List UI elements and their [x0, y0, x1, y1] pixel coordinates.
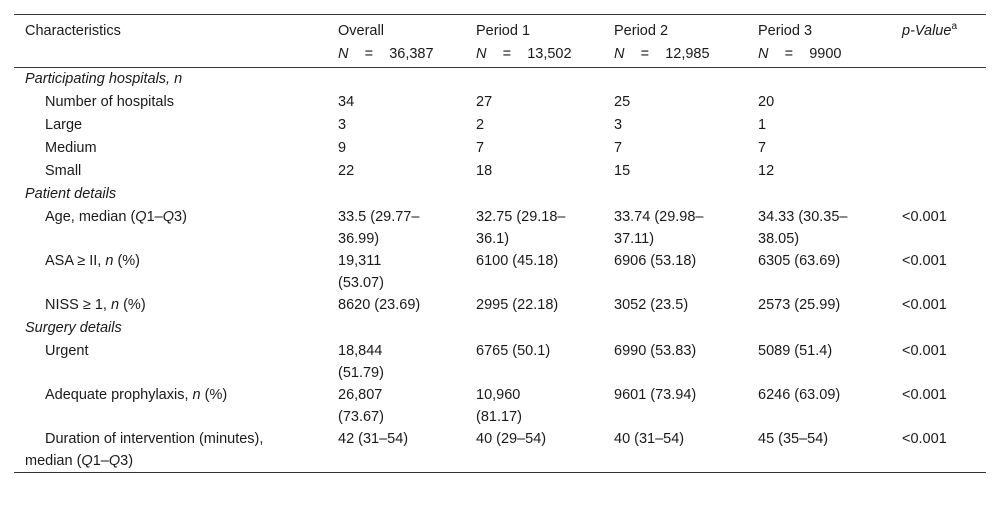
cell-period-1: 18 — [476, 163, 493, 179]
cell-period-3: 12 — [758, 163, 775, 179]
table-row — [14, 114, 997, 137]
cell-period-3: 6305 (63.69) — [758, 253, 841, 269]
n-period-2 — [614, 42, 758, 67]
cell-period-3: 6246 (63.09) — [758, 387, 841, 403]
n-equals: = — [784, 46, 794, 62]
table-row — [14, 384, 997, 428]
col-header-period-1: Period 1 — [476, 23, 531, 39]
cell-overall: 34 — [338, 94, 355, 110]
row-label: Number of hospitals — [45, 94, 174, 110]
section-title: Participating hospitals, n — [25, 71, 183, 87]
cell-period-3: 34.33 (30.35– 38.05) — [758, 209, 848, 247]
n-value: 36,387 — [389, 46, 434, 62]
cell-period-3: 45 (35–54) — [758, 431, 829, 447]
row-label: Duration of intervention (minutes), median (Q1–Q3) — [25, 431, 264, 469]
table-row — [14, 294, 997, 317]
p-value-footnote-mark: a — [951, 21, 958, 32]
table-header — [14, 15, 997, 67]
n-symbol: N — [614, 46, 625, 62]
n-equals: = — [640, 46, 650, 62]
cell-p-value — [902, 114, 997, 137]
header-row — [14, 15, 997, 42]
n-row-blank — [14, 42, 338, 67]
row-label: Medium — [45, 140, 97, 156]
table-row — [14, 428, 997, 472]
n-overall — [338, 42, 476, 67]
col-header-characteristics: Characteristics — [25, 23, 121, 39]
cell-overall: 3 — [338, 117, 347, 133]
cell-p-value: <0.001 — [902, 343, 947, 359]
n-row-blank-p — [902, 42, 997, 67]
cell-period-1: 6100 (45.18) — [476, 253, 559, 269]
n-period-1 — [476, 42, 614, 67]
cell-period-2: 7 — [614, 140, 623, 156]
col-header-p-value — [902, 15, 997, 42]
cell-period-3: 2573 (25.99) — [758, 297, 841, 313]
n-symbol: N — [476, 46, 487, 62]
cell-overall: 18,844 (51.79) — [338, 343, 384, 381]
cell-period-2: 3052 (23.5) — [614, 297, 689, 313]
n-symbol: N — [338, 46, 349, 62]
row-label: ASA ≥ II, n (%) — [45, 253, 141, 269]
cell-period-2: 3 — [614, 117, 623, 133]
characteristics-table — [14, 14, 986, 473]
cell-period-3: 7 — [758, 140, 767, 156]
n-period-3 — [758, 42, 902, 67]
table-row — [14, 250, 997, 294]
cell-period-2: 6906 (53.18) — [614, 253, 697, 269]
section-title: Surgery details — [25, 320, 122, 336]
n-value: 9900 — [809, 46, 842, 62]
col-header-overall: Overall — [338, 23, 384, 39]
table-row — [14, 137, 997, 160]
n-equals: = — [364, 46, 374, 62]
table-row — [14, 91, 997, 114]
section-row — [14, 317, 997, 340]
section-title: Patient details — [25, 186, 117, 202]
p-value-label: p-Value — [902, 23, 952, 39]
cell-period-2: 25 — [614, 94, 631, 110]
row-label: Urgent — [45, 343, 89, 359]
table-bottom-rule — [14, 472, 986, 473]
cell-p-value: <0.001 — [902, 387, 947, 403]
row-label: Large — [45, 117, 83, 133]
cell-overall: 19,311 (53.07) — [338, 253, 384, 291]
cell-period-1: 32.75 (29.18– 36.1) — [476, 209, 566, 247]
cell-period-2: 15 — [614, 163, 631, 179]
table-body — [14, 68, 997, 472]
cell-p-value: <0.001 — [902, 297, 947, 313]
col-header-period-3: Period 3 — [758, 23, 813, 39]
cell-period-1: 2 — [476, 117, 485, 133]
table-row — [14, 340, 997, 384]
row-label: Age, median (Q1–Q3) — [45, 209, 187, 225]
n-equals: = — [502, 46, 512, 62]
cell-overall: 9 — [338, 140, 347, 156]
cell-overall: 26,807 (73.67) — [338, 387, 384, 425]
cell-period-1: 6765 (50.1) — [476, 343, 551, 359]
cell-period-1: 7 — [476, 140, 485, 156]
cell-p-value: <0.001 — [902, 253, 947, 269]
section-row — [14, 183, 997, 206]
cell-period-1: 10,960 (81.17) — [476, 387, 522, 425]
cell-period-3: 5089 (51.4) — [758, 343, 833, 359]
cell-overall: 33.5 (29.77– 36.99) — [338, 209, 420, 247]
cell-period-2: 33.74 (29.98– 37.11) — [614, 209, 704, 247]
cell-p-value: <0.001 — [902, 209, 947, 225]
n-value: 12,985 — [665, 46, 710, 62]
cell-overall: 8620 (23.69) — [338, 297, 421, 313]
cell-period-3: 20 — [758, 94, 775, 110]
cell-period-2: 6990 (53.83) — [614, 343, 697, 359]
row-label: Adequate prophylaxis, n (%) — [45, 387, 228, 403]
section-row — [14, 68, 997, 91]
n-row — [14, 42, 997, 67]
cell-p-value — [902, 137, 997, 160]
table-row — [14, 206, 997, 250]
cell-overall: 22 — [338, 163, 355, 179]
cell-period-2: 9601 (73.94) — [614, 387, 697, 403]
row-label: NISS ≥ 1, n (%) — [45, 297, 146, 313]
table-row — [14, 160, 997, 183]
cell-p-value: <0.001 — [902, 431, 947, 447]
cell-overall: 42 (31–54) — [338, 431, 409, 447]
cell-p-value — [902, 91, 997, 114]
cell-p-value — [902, 160, 997, 183]
n-value: 13,502 — [527, 46, 572, 62]
n-symbol: N — [758, 46, 769, 62]
cell-period-1: 2995 (22.18) — [476, 297, 559, 313]
cell-period-3: 1 — [758, 117, 767, 133]
col-header-period-2: Period 2 — [614, 23, 669, 39]
cell-period-1: 40 (29–54) — [476, 431, 547, 447]
cell-period-2: 40 (31–54) — [614, 431, 685, 447]
row-label: Small — [45, 163, 82, 179]
cell-period-1: 27 — [476, 94, 493, 110]
